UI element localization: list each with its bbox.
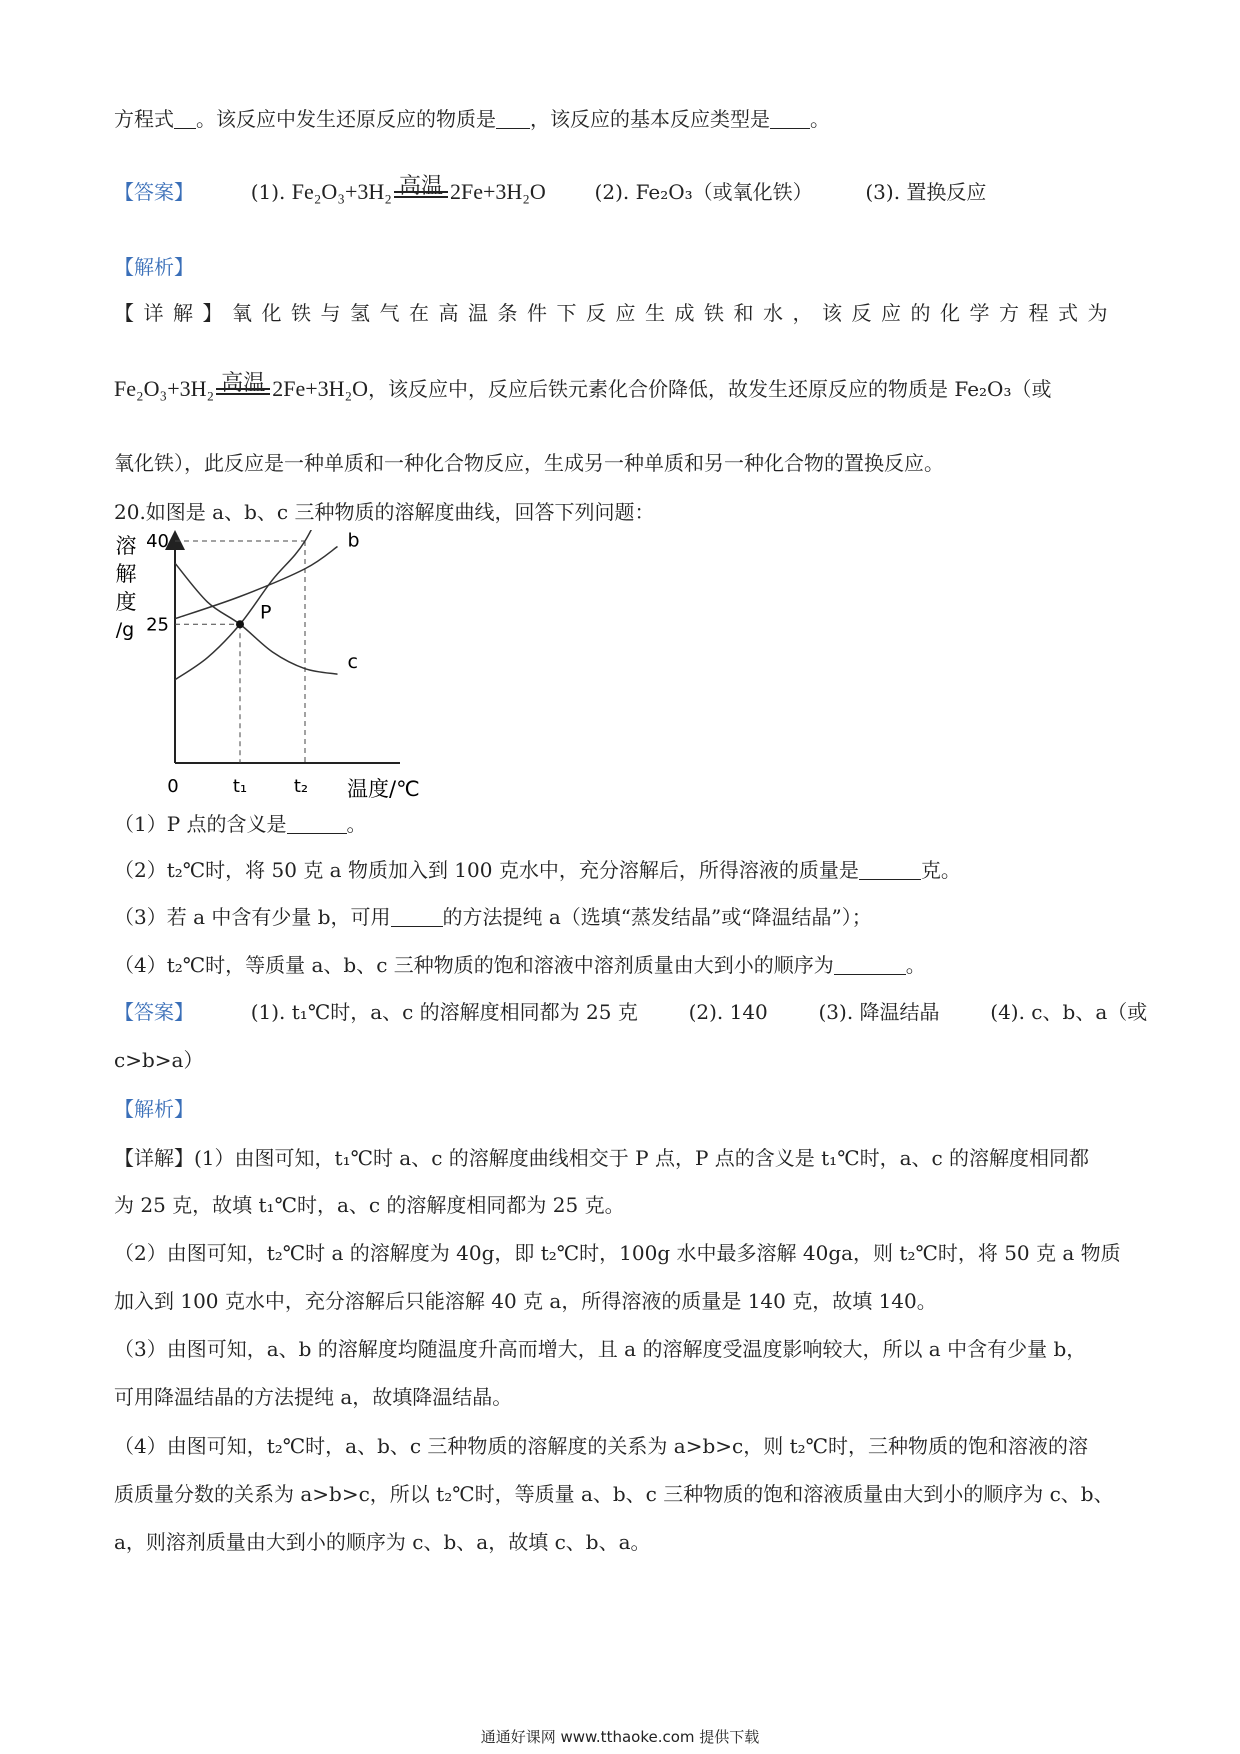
text: （2）t₂℃时，将 50 克 a 物质加入到 100 克水中，充分溶解后，所得溶液的质量是	[114, 858, 859, 882]
dashed-guides	[175, 541, 305, 763]
text: 。	[810, 107, 830, 131]
answer-3: (3). 置换反应	[865, 180, 987, 204]
text: 。	[346, 812, 367, 836]
text: （3）若 a 中含有少量 b，可用	[114, 905, 391, 929]
answer-blank	[859, 859, 921, 880]
equation-left: Fe₂O₃+3H₂	[114, 376, 215, 401]
curve-b	[175, 547, 338, 619]
text: ，该反应中，反应后铁元素化合价降低，故发生还原反应的物质是 Fe₂O₃（或	[368, 377, 1052, 401]
q20-answer-continued: c>b>a）	[114, 1048, 204, 1072]
text: 。	[905, 953, 926, 977]
text: 克。	[920, 858, 961, 882]
chemical-equation	[291, 174, 546, 207]
x-tick-label: t₂	[293, 776, 309, 797]
q19-answer-line	[114, 174, 987, 207]
y-axis-label-char: /g	[115, 619, 135, 641]
answer-blank	[834, 954, 906, 975]
q20-sub-question-4	[114, 950, 926, 980]
x-tick-label: t₁	[232, 776, 248, 797]
q19-detail-line-3: 氧化铁），此反应是一种单质和一种化合物反应，生成另一种单质和另一种化合物的置换反应。	[114, 451, 944, 475]
q20-detail-3a: （3）由图可知，a、b 的溶解度均随温度升高而增大，且 a 的溶解度受温度影响较大，所以 a 中含有少量 b，	[114, 1337, 1087, 1361]
y-tick-label: 25	[146, 614, 169, 636]
answer-1: (1). t₁℃时，a、c 的溶解度相同都为 25 克	[250, 1000, 638, 1024]
text: （4）t₂℃时，等质量 a、b、c 三种物质的饱和溶液中溶剂质量由大到小的顺序为	[114, 953, 834, 977]
answer-blank	[287, 813, 347, 834]
answer-3: (3). 降温结晶	[818, 1000, 940, 1024]
text: （1）P 点的含义是	[114, 812, 287, 836]
condition-text: 高温	[221, 371, 266, 396]
answer-blank	[496, 108, 530, 129]
q20-detail-3b: 可用降温结晶的方法提纯 a，故填降温结晶。	[114, 1385, 513, 1409]
q20-stem: 20.如图是 a、b、c 三种物质的溶解度曲线，回答下列问题：	[114, 500, 655, 524]
q20-sub-question-2	[114, 855, 961, 885]
equation-right: 2Fe+3H₂O	[449, 179, 546, 204]
answer-tag: 【答案】	[114, 1000, 194, 1024]
solubility-chart	[110, 530, 440, 800]
q20-detail-1a: 【详解】(1）由图可知，t₁℃时 a、c 的溶解度曲线相交于 P 点，P 点的含义是 t₁℃时，a、c 的溶解度相同都	[114, 1146, 1090, 1170]
q19-question-tail	[114, 104, 830, 134]
q20-detail-2a: （2）由图可知，t₂℃时 a 的溶解度为 40g，即 t₂℃时，100g 水中最多溶解 40ga，则 t₂℃时，将 50 克 a 物质	[114, 1241, 1121, 1265]
answer-4: (4). c、b、a（或	[990, 1000, 1148, 1024]
q20-answer-line	[114, 997, 1147, 1027]
answer-tag: 【答案】	[114, 180, 194, 204]
x-axis-label: 温度/℃	[347, 777, 420, 800]
curves	[175, 530, 338, 680]
q19-detail-line-2	[114, 371, 1052, 404]
text: 方程式	[114, 107, 174, 131]
series-label-c: c	[347, 651, 358, 674]
answer-blank	[770, 108, 810, 129]
q20-detail-4b: 质质量分数的关系为 a>b>c，所以 t₂℃时，等质量 a、b、c 三种物质的饱和溶液质量由大到小的顺序为 c、b、	[114, 1482, 1114, 1506]
condition-text: 高温	[398, 174, 443, 199]
page-footer: 通通好课网 www.tthaoke.com 提供下载	[480, 1728, 760, 1746]
q20-sub-question-1	[114, 809, 367, 839]
point-label: P	[260, 601, 272, 624]
text: 。该反应中发生还原反应的物质是	[196, 107, 496, 131]
q20-analysis-tag: 【解析】	[114, 1097, 194, 1121]
q20-detail-4c: a，则溶剂质量由大到小的顺序为 c、b、a，故填 c、b、a。	[114, 1530, 651, 1554]
answer-2: (2). Fe₂O₃（或氧化铁）	[594, 180, 813, 204]
y-axis-label-char: 溶	[115, 534, 137, 558]
q20-detail-2b: 加入到 100 克水中，充分溶解后只能溶解 40 克 a，所得溶液的质量是 140 克，故填 140。	[114, 1289, 937, 1313]
y-tick-label: 40	[146, 531, 169, 552]
text: ，该反应的基本反应类型是	[530, 107, 770, 131]
series-label-b: b	[347, 530, 360, 552]
answer-number: (1).	[250, 180, 286, 204]
q20-sub-question-3	[114, 902, 872, 932]
text: 的方法提纯 a（选填“蒸发结晶”或“降温结晶”）；	[442, 905, 872, 929]
q19-analysis-tag: 【解析】	[114, 255, 194, 279]
y-axis-label-char: 度	[115, 590, 137, 614]
origin-label: 0	[167, 776, 179, 797]
curve-a	[175, 530, 338, 680]
answer-blank	[174, 108, 196, 129]
q20-detail-1b: 为 25 克，故填 t₁℃时，a、c 的溶解度相同都为 25 克。	[114, 1193, 625, 1217]
q19-detail-line-1: 【详解】氧化铁与氢气在高温条件下反应生成铁和水，该反应的化学方程式为	[114, 301, 1117, 325]
y-axis-label-char: 解	[115, 562, 137, 586]
equation-left: Fe₂O₃+3H₂	[291, 179, 392, 204]
q20-detail-4a: （4）由图可知，t₂℃时，a、b、c 三种物质的溶解度的关系为 a>b>c，则 t₂℃时，三种物质的饱和溶液的溶	[114, 1434, 1089, 1458]
equation-right: 2Fe+3H₂O	[272, 376, 369, 401]
curve-c	[175, 563, 338, 674]
answer-2: (2). 140	[688, 1000, 768, 1024]
answer-blank	[391, 906, 443, 927]
intersection-point	[236, 620, 244, 628]
chemical-equation	[114, 371, 369, 404]
